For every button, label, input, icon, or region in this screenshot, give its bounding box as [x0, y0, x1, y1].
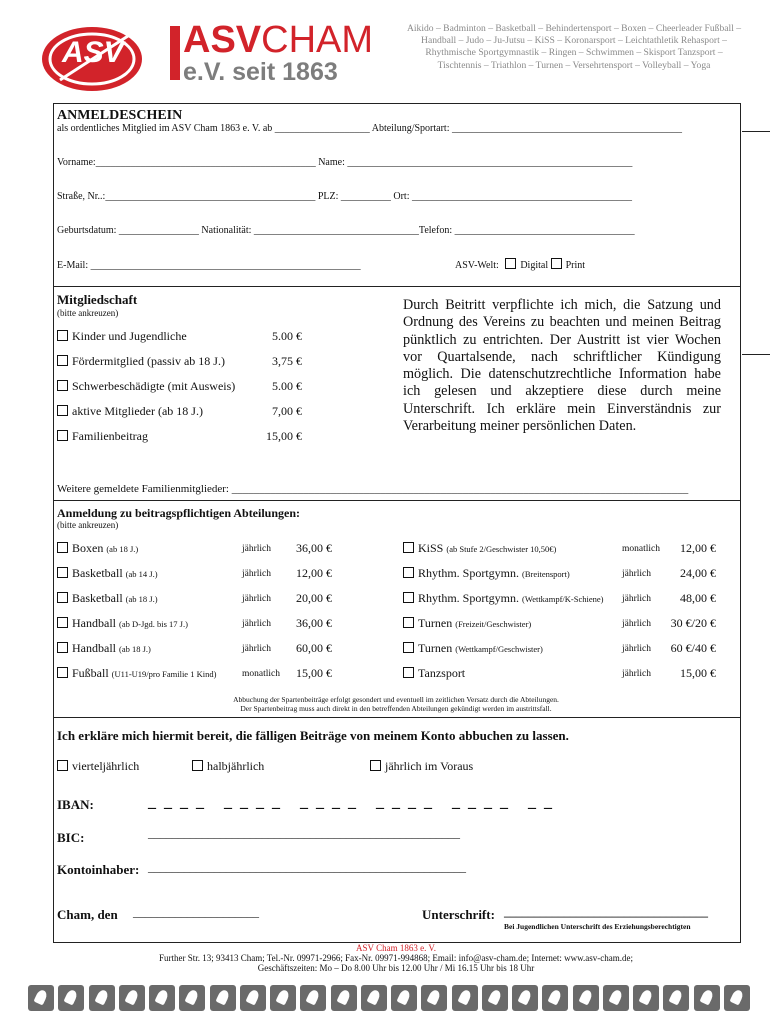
yearly-label: jährlich im Voraus	[385, 759, 474, 773]
iban-field[interactable]: _ _ _ _ _ _ _ _ _ _ _ _ _ _ _ _ _ _ _ _ _ _	[148, 794, 554, 811]
department-name: KiSS	[418, 541, 444, 555]
membership-option[interactable]	[57, 379, 235, 394]
department-price: 30 €/20 €	[670, 616, 716, 630]
membership-checkbox[interactable]	[57, 355, 68, 366]
department-price: 24,00 €	[680, 566, 716, 580]
athlete-icon	[361, 985, 387, 1011]
fold-mark-middle	[742, 354, 770, 355]
athlete-icon	[573, 985, 599, 1011]
iban-label: IBAN:	[57, 797, 94, 812]
membership-checkbox[interactable]	[57, 405, 68, 416]
department-checkbox[interactable]	[403, 567, 414, 578]
sports-list: Aikido – Badminton – Basketball – Behindertensport – Boxen – Cheerleader Fußball – Handball – Judo – Ju-Jutsu – KiSS – Koronarsport – Leichtathletik Rehasport – Rhythmische Sportgymnastik – Ringen – Schwimmen – Skisport Tanzsport – Tischtennis – Triathlon – Turnen – Versehrtensport – Volleyball – Yoga	[406, 23, 742, 71]
membership-option[interactable]	[57, 404, 203, 419]
department-period: jährlich	[622, 619, 652, 629]
membership-price: 5.00 €	[272, 379, 302, 393]
divider-2	[53, 500, 740, 501]
athlete-icon	[421, 985, 447, 1011]
department-option[interactable]	[57, 666, 216, 681]
membership-checkbox[interactable]	[57, 430, 68, 441]
athlete-icon	[603, 985, 629, 1011]
department-note: (ab 18 J.)	[119, 644, 151, 654]
department-price: 36,00 €	[296, 541, 332, 555]
account-holder-label: Kontoinhaber:	[57, 862, 140, 877]
department-period: jährlich	[622, 669, 652, 679]
sports-icon-bar	[28, 985, 750, 1011]
payment-option-yearly[interactable]	[370, 759, 473, 774]
athlete-icon	[391, 985, 417, 1011]
payment-title: Ich erkläre mich hiermit bereit, die fälligen Beiträge von meinem Konto abbuchen zu lassen.	[57, 728, 569, 743]
department-option[interactable]	[57, 641, 151, 656]
athlete-icon	[512, 985, 538, 1011]
membership-label: Familienbeitrag	[72, 429, 148, 443]
department-name: Handball	[72, 616, 116, 630]
asv-welt-label: ASV-Welt:	[455, 260, 499, 271]
footer-address: Further Str. 13; 93413 Cham; Tel.-Nr. 09971-2966; Fax-Nr. 09971-994868; Email: info@asv-cham.de; Internet: www.asv-cham.de;	[158, 953, 634, 963]
membership-price: 5.00 €	[272, 329, 302, 343]
athlete-icon	[58, 985, 84, 1011]
department-checkbox[interactable]	[403, 592, 414, 603]
department-note: (ab 18 J.)	[106, 544, 139, 554]
department-price: 12,00 €	[680, 541, 716, 555]
membership-option[interactable]	[57, 329, 187, 344]
membership-option[interactable]	[57, 429, 148, 444]
department-name: Handball	[72, 641, 116, 655]
brand-subtitle: e.V. seit 1863	[183, 58, 338, 86]
department-checkbox[interactable]	[403, 667, 414, 678]
signature-field[interactable]: __________________________________	[504, 905, 708, 919]
department-price: 20,00 €	[296, 591, 332, 605]
department-name: Basketball	[72, 591, 123, 605]
department-note: (Freizeit/Geschwister)	[455, 619, 532, 629]
divider-1	[53, 286, 740, 287]
quarterly-checkbox[interactable]	[57, 760, 68, 771]
department-name: Turnen	[418, 616, 453, 630]
digital-label: Digital	[520, 260, 549, 271]
department-checkbox[interactable]	[403, 617, 414, 628]
signature-label: Unterschrift:	[422, 907, 495, 922]
athlete-icon	[240, 985, 266, 1011]
department-price: 12,00 €	[296, 566, 332, 580]
athlete-icon	[633, 985, 659, 1011]
membership-title: Mitgliedschaft	[57, 292, 138, 307]
athlete-icon	[724, 985, 750, 1011]
digital-checkbox[interactable]	[505, 258, 516, 269]
department-note: (Wettkampf/Geschwister)	[455, 644, 543, 654]
departments-title: Anmeldung zu beitragspflichtigen Abteilungen:	[57, 506, 301, 520]
place-date-label: Cham, den	[57, 907, 118, 922]
athlete-icon	[210, 985, 236, 1011]
athlete-icon	[270, 985, 296, 1011]
department-option[interactable]	[403, 641, 543, 656]
department-option[interactable]	[403, 541, 556, 556]
membership-label: Fördermitglied (passiv ab 18 J.)	[72, 354, 225, 368]
athlete-icon	[542, 985, 568, 1011]
athlete-icon	[663, 985, 689, 1011]
brand-title	[183, 20, 373, 60]
department-period: jährlich	[242, 569, 272, 579]
membership-subtitle: (bitte ankreuzen)	[57, 308, 119, 318]
print-checkbox[interactable]	[551, 258, 562, 269]
department-option[interactable]	[57, 566, 158, 581]
department-option[interactable]	[403, 616, 531, 631]
brand-cham: CHAM	[261, 19, 374, 61]
department-note: (ab Stufe 2/Geschwister 10,50€)	[446, 544, 557, 554]
department-name: Rhythm. Sportgymn.	[418, 591, 520, 605]
quarterly-label: vierteljährlich	[72, 759, 140, 773]
signature-note: Bei Jugendlichen Unterschrift des Erziehungsberechtigten	[504, 922, 691, 931]
halfyearly-checkbox[interactable]	[192, 760, 203, 771]
department-option[interactable]	[57, 591, 158, 606]
department-price: 60,00 €	[296, 641, 332, 655]
department-period: jährlich	[242, 594, 272, 604]
department-note: (ab 18 J.)	[125, 594, 158, 604]
divider-3	[53, 717, 740, 718]
vorname-name-row[interactable]: Vorname:____________________________________________ Name: _________________________________________________________	[57, 157, 633, 168]
membership-label: Kinder und Jugendliche	[72, 329, 187, 343]
department-period: jährlich	[622, 569, 652, 579]
department-name: Fußball	[72, 666, 109, 680]
department-checkbox[interactable]	[57, 542, 68, 553]
membership-label: aktive Mitglieder (ab 18 J.)	[72, 404, 203, 418]
department-checkbox[interactable]	[57, 592, 68, 603]
department-period: monatlich	[622, 544, 660, 554]
strasse-plz-ort-row[interactable]: Straße, Nr..:__________________________________________ PLZ: __________ Ort: ____________________________________________	[57, 191, 632, 202]
department-name: Tanzsport	[418, 666, 466, 680]
department-option[interactable]	[403, 591, 603, 606]
athlete-icon	[482, 985, 508, 1011]
athlete-icon	[300, 985, 326, 1011]
department-period: jährlich	[242, 644, 272, 654]
footer-hours: Geschäftszeiten: Mo – Do 8.00 Uhr bis 12.00 Uhr / Mi 16.15 Uhr bis 18 Uhr	[257, 963, 535, 973]
halfyearly-label: halbjährlich	[207, 759, 265, 773]
print-label: Print	[565, 260, 586, 271]
department-note: (ab 14 J.)	[125, 569, 158, 579]
department-option[interactable]	[57, 616, 188, 631]
membership-checkbox[interactable]	[57, 330, 68, 341]
department-checkbox[interactable]	[57, 667, 68, 678]
department-option[interactable]	[57, 541, 138, 556]
membership-option[interactable]	[57, 354, 225, 369]
bic-label: BIC:	[57, 830, 85, 845]
membership-price: 3,75 €	[272, 354, 302, 368]
departments-notice-2: Der Spartenbeitrag muss auch direkt in den betreffenden Abteilungen gekündigt werden im austrittsfall.	[240, 704, 552, 713]
department-price: 36,00 €	[296, 616, 332, 630]
department-price: 15,00 €	[296, 666, 332, 680]
department-checkbox[interactable]	[57, 617, 68, 628]
place-date-field[interactable]: _____________________	[133, 905, 259, 919]
account-holder-field[interactable]: _____________________________________________________	[148, 860, 466, 874]
department-name: Turnen	[418, 641, 453, 655]
department-checkbox[interactable]	[403, 642, 414, 653]
brand-bar	[170, 26, 180, 80]
intro-line[interactable]: als ordentliches Mitglied im ASV Cham 1863 e. V. ab ___________________ Abteilung/Sportart: ______________________________________________	[57, 123, 682, 134]
department-option[interactable]	[403, 666, 465, 681]
logo	[40, 22, 170, 92]
department-note: (Wettkampf/K-Schiene)	[522, 594, 604, 604]
membership-checkbox[interactable]	[57, 380, 68, 391]
athlete-icon	[452, 985, 478, 1011]
membership-price: 15,00 €	[266, 429, 302, 443]
athlete-icon	[28, 985, 54, 1011]
departments-notice-1: Abbuchung der Spartenbeiträge erfolgt gesondert und eventuell im zeitlichen Versatz durch die Abteilungen.	[233, 695, 559, 704]
department-period: jährlich	[622, 594, 652, 604]
membership-label: Schwerbeschädigte (mit Ausweis)	[72, 379, 236, 393]
asv-welt-options	[455, 258, 585, 271]
logo-circle-text: ASV	[62, 36, 124, 69]
athlete-icon	[331, 985, 357, 1011]
membership-price: 7,00 €	[272, 404, 302, 418]
department-price: 48,00 €	[680, 591, 716, 605]
department-checkbox[interactable]	[403, 542, 414, 553]
department-price: 15,00 €	[680, 666, 716, 680]
department-note: (Breitensport)	[522, 569, 570, 579]
yearly-checkbox[interactable]	[370, 760, 381, 771]
department-option[interactable]	[403, 566, 570, 581]
department-period: jährlich	[622, 644, 652, 654]
department-checkbox[interactable]	[57, 642, 68, 653]
form-title: ANMELDESCHEIN	[57, 108, 183, 123]
departments-subtitle: (bitte ankreuzen)	[57, 520, 119, 530]
athlete-icon	[179, 985, 205, 1011]
department-name: Boxen	[72, 541, 104, 555]
athlete-icon	[89, 985, 115, 1011]
fold-mark-top	[742, 131, 770, 132]
geburtsdatum-row[interactable]: Geburtsdatum: ________________ Nationalität: _________________________________Telefon: ____________________________________	[57, 225, 635, 236]
department-price: 60 €/40 €	[670, 641, 716, 655]
brand-asv: ASV	[183, 19, 262, 61]
athlete-icon	[694, 985, 720, 1011]
department-period: jährlich	[242, 544, 272, 554]
department-note: (U11-U19/pro Familie 1 Kind)	[111, 669, 217, 679]
payment-option-halfyearly[interactable]	[192, 759, 264, 774]
department-name: Rhythm. Sportgymn.	[418, 566, 520, 580]
family-members-row[interactable]: Weitere gemeldete Familienmitglieder: ___________________________________________________________________________________	[57, 483, 689, 495]
bic-field[interactable]: ____________________________________________________	[148, 826, 460, 840]
department-checkbox[interactable]	[57, 567, 68, 578]
footer-org: ASV Cham 1863 e. V.	[355, 943, 436, 953]
email-row[interactable]: E-Mail: ______________________________________________________	[57, 260, 361, 271]
department-name: Basketball	[72, 566, 123, 580]
department-period: monatlich	[242, 669, 280, 679]
department-period: jährlich	[242, 619, 272, 629]
membership-declaration: Durch Beitritt verpflichte ich mich, die Satzung und Ordnung des Vereins zu beachten und meinen Beitrag pünktlich zu entrichten. Der Austritt ist vier Wochen vor Quartalsende, nach schriftlicher Kündigung möglich. Die datenschutzrechtliche Information habe ich gelesen und akzeptiere diese durch meine Unterschrift. Ich erkläre mein Einverständnis zur Verarbeitung meiner persönlichen Daten.	[403, 297, 721, 435]
department-note: (ab D-Jgd. bis 17 J.)	[119, 619, 188, 629]
payment-option-quarterly[interactable]	[57, 759, 139, 774]
athlete-icon	[149, 985, 175, 1011]
athlete-icon	[119, 985, 145, 1011]
